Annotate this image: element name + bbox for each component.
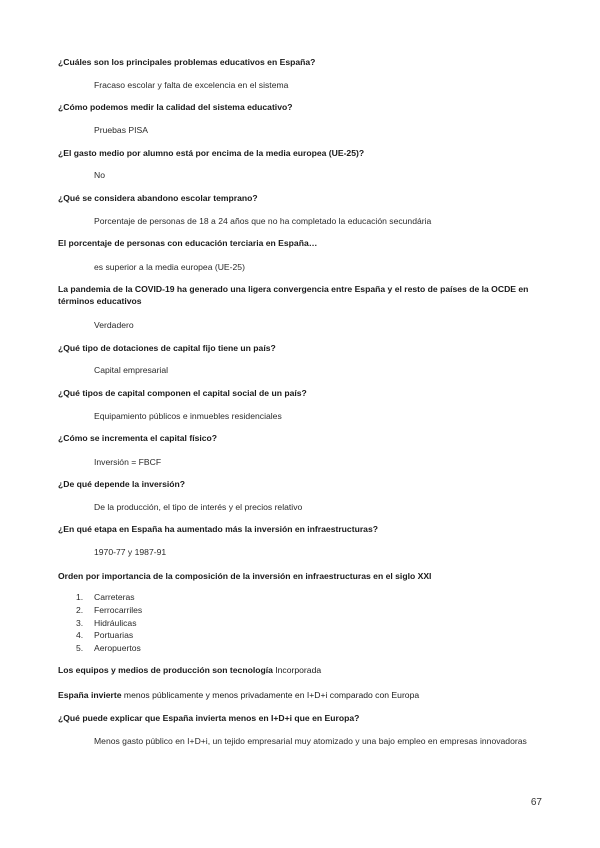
- question-7: ¿Qué tipo de dotaciones de capital fijo tiene un país?: [58, 343, 276, 353]
- question-2: ¿Cómo podemos medir la calidad del sistema educativo?: [58, 102, 293, 112]
- answer-7: Capital empresarial: [94, 365, 169, 375]
- question-8: ¿Qué tipos de capital componen el capital social de un país?: [58, 388, 307, 398]
- ranking-list: [76, 591, 142, 655]
- answer-10: De la producción, el tipo de interés y el precios relativo: [94, 502, 303, 512]
- list-item: 1. Carreteras: [76, 592, 135, 602]
- question-rd: ¿Qué puede explicar que España invierta menos en I+D+i que en Europa?: [58, 713, 360, 723]
- answer-8: Equipamiento públicos e inmuebles residenciales: [94, 411, 282, 421]
- page-number: 67: [530, 797, 542, 808]
- question-10: ¿De qué depende la inversión?: [58, 479, 186, 489]
- answer-6: Verdadero: [94, 320, 134, 330]
- list-item: 4. Portuarias: [76, 630, 134, 641]
- question-6: La pandemia de la COVID-19 ha generado una ligera convergencia entre España y el resto de países de la OCDE en términos educativos: [58, 284, 529, 306]
- statement-technology: Los equipos y medios de producción son tecnología Incorporada: [58, 665, 322, 675]
- answer-1: Fracaso escolar y falta de excelencia en el sistema: [94, 80, 289, 90]
- answer-3: No: [94, 170, 105, 180]
- answer-9: Inversión = FBCF: [94, 457, 162, 467]
- answer-4: Porcentaje de personas de 18 a 24 años que no ha completado la educación secundária: [94, 216, 432, 226]
- answer-11: 1970-77 y 1987-91: [94, 547, 167, 557]
- statement-investment: España invierte menos públicamente y menos privadamente en I+D+i comparado con Europa: [58, 690, 420, 700]
- list-item: 2. Ferrocarriles: [76, 604, 143, 615]
- answer-rd: Menos gasto público en I+D+i, un tejido empresarial muy atomizado y una bajo empleo en empresas innovadoras: [94, 736, 527, 746]
- list-item: 5. Aeropuertos: [76, 643, 141, 654]
- question-11: ¿En qué etapa en España ha aumentado más la inversión en infraestructuras?: [58, 524, 378, 534]
- answer-2: Pruebas PISA: [94, 125, 148, 135]
- answer-5: es superior a la media europea (UE-25): [94, 262, 245, 272]
- question-4: ¿Qué se considera abandono escolar temprano?: [58, 193, 258, 203]
- ranking-question: Orden por importancia de la composición de la inversión en infraestructuras en el siglo XXI: [58, 571, 432, 581]
- list-item: 3. Hidráulicas: [76, 617, 137, 628]
- question-1: ¿Cuáles son los principales problemas educativos en España?: [58, 57, 316, 67]
- question-9: ¿Cómo se incrementa el capital físico?: [58, 433, 218, 443]
- question-3: ¿El gasto medio por alumno está por encima de la media europea (UE-25)?: [58, 148, 365, 158]
- question-5: El porcentaje de personas con educación terciaria en España…: [58, 238, 318, 248]
